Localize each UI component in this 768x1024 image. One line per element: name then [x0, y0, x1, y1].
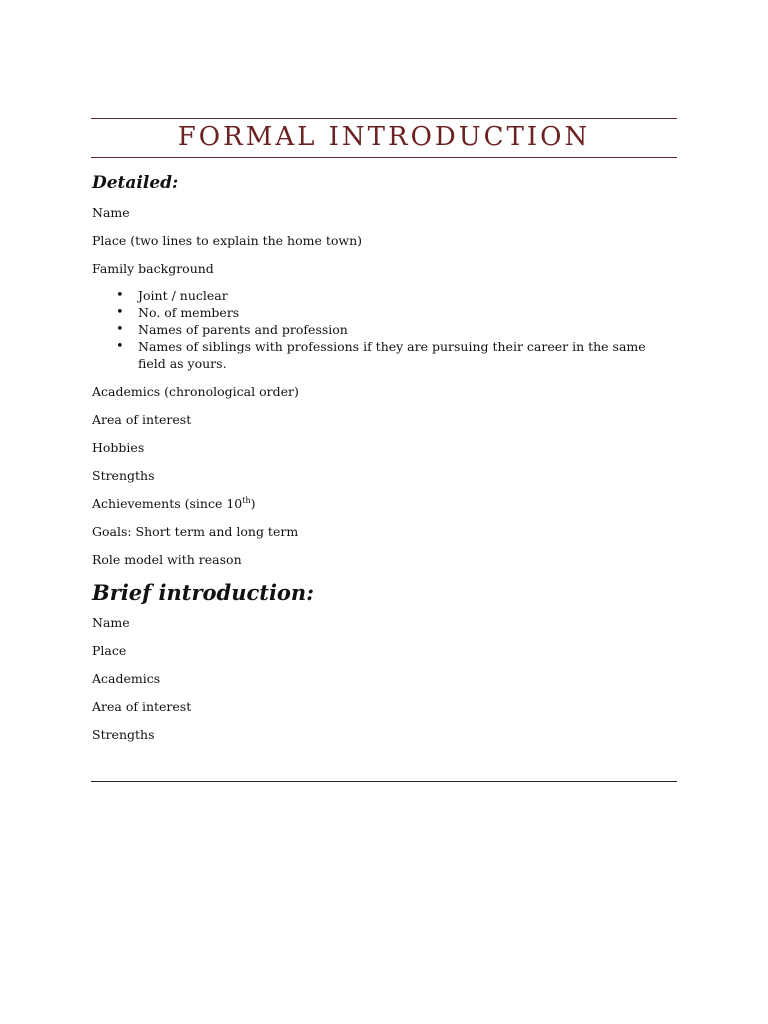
- footer-rule: [91, 781, 677, 782]
- bullet-item: [112, 287, 672, 304]
- brief-item-name: Name: [92, 615, 130, 630]
- brief-heading: Brief introduction:: [92, 580, 314, 605]
- detailed-item-role-model: Role model with reason: [92, 552, 242, 567]
- brief-item-place: Place: [92, 643, 127, 658]
- detailed-item-goals: Goals: Short term and long term: [92, 524, 299, 539]
- bullet-text: No. of members: [138, 305, 240, 320]
- achievements-superscript: th: [242, 495, 251, 505]
- brief-item-interest: Area of interest: [92, 699, 192, 714]
- bullet-item: [112, 321, 672, 338]
- detailed-heading: Detailed:: [92, 173, 179, 193]
- family-bullet-list: [92, 287, 672, 372]
- achievements-prefix: Achievements (since 10: [92, 496, 243, 511]
- bullet-text: Names of siblings with professions if they are pursuing their career in the same field as yours.: [138, 339, 646, 371]
- bullet-icon: •: [116, 322, 124, 337]
- detailed-item-family: Family background: [92, 261, 214, 276]
- detailed-item-name: Name: [92, 205, 130, 220]
- bullet-text: Names of parents and profession: [138, 322, 348, 337]
- detailed-item-interest: Area of interest: [92, 412, 192, 427]
- bullet-item: [112, 304, 672, 321]
- bullet-icon: •: [116, 288, 124, 303]
- bullet-item: [112, 338, 672, 372]
- document-body: [92, 168, 672, 755]
- page-title: FORMAL INTRODUCTION: [177, 122, 591, 152]
- detailed-item-achievements: [92, 496, 672, 512]
- detailed-item-hobbies: Hobbies: [92, 440, 145, 455]
- brief-item-strengths: Strengths: [92, 727, 155, 742]
- achievements-suffix: ): [250, 496, 256, 511]
- title-rule-bottom: [91, 157, 677, 158]
- detailed-item-academics: Academics (chronological order): [92, 384, 299, 399]
- detailed-item-place: Place (two lines to explain the home town): [92, 233, 363, 248]
- detailed-item-strengths: Strengths: [92, 468, 155, 483]
- bullet-icon: •: [116, 305, 124, 320]
- bullet-text: Joint / nuclear: [138, 288, 228, 303]
- bullet-icon: •: [116, 339, 124, 354]
- brief-item-academics: Academics: [92, 671, 161, 686]
